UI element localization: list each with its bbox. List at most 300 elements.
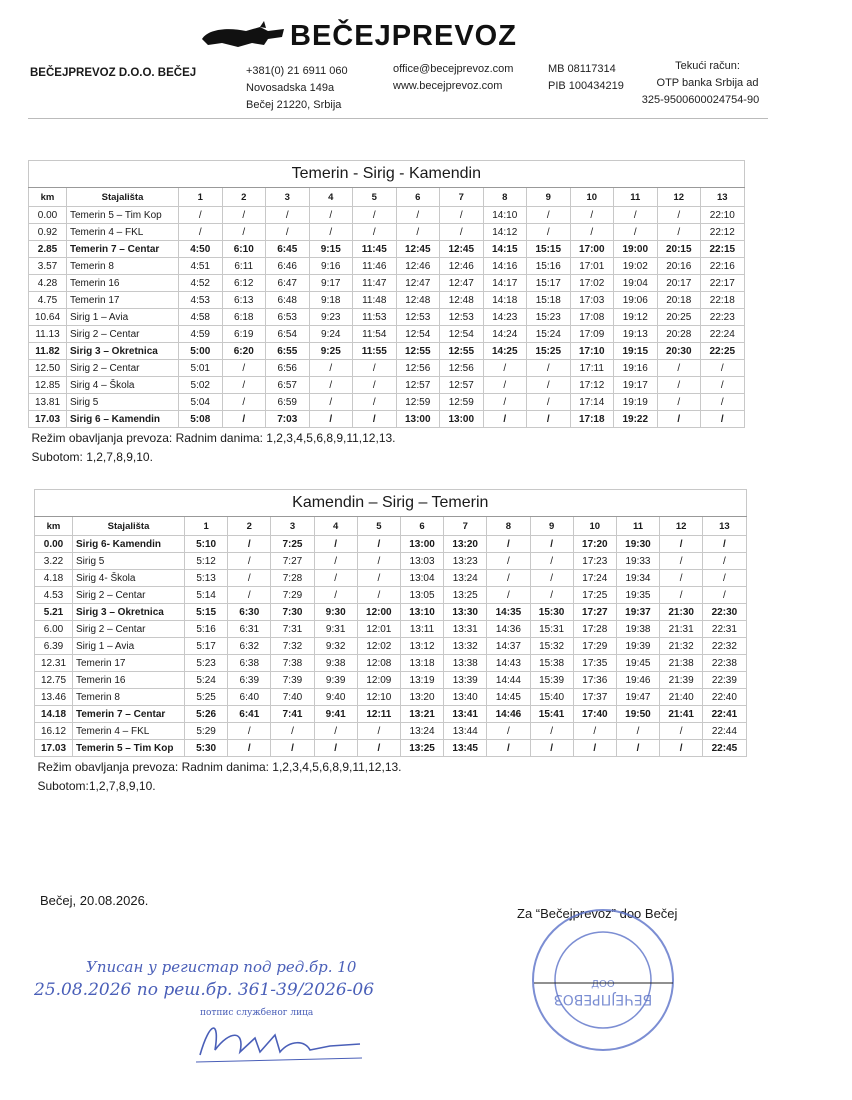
km-cell: 5.21 [35,604,73,621]
brand-name: BEČEJPREVOZ [290,19,517,52]
time-cell: / [657,377,701,394]
time-cell: / [179,224,223,241]
time-cell: 21:31 [660,621,703,638]
km-cell: 13.81 [29,394,67,411]
time-cell: / [703,570,746,587]
time-cell: 9:15 [309,241,353,258]
time-cell: / [527,377,571,394]
time-cell: 19:30 [616,536,659,553]
time-cell: 6:31 [228,621,271,638]
time-cell: / [314,536,357,553]
time-cell: / [222,207,266,224]
time-cell: 14:44 [487,672,530,689]
place-date: Bečej, 20.08.2026. [40,893,149,908]
time-cell: / [527,411,571,428]
timetable-kamendin-temerin [34,489,747,795]
time-cell: 19:12 [614,309,658,326]
time-cell: 22:23 [701,309,745,326]
time-cell: / [353,224,397,241]
km-cell: 17.03 [35,740,73,757]
time-cell: 6:47 [266,275,310,292]
schedule-note: Subotom:1,2,7,8,9,10. [37,778,156,793]
time-cell: 4:58 [179,309,223,326]
km-cell: 12.31 [35,655,73,672]
time-cell: 13:40 [444,689,487,706]
time-cell: 21:38 [660,655,703,672]
km-cell: 4.18 [35,570,73,587]
time-cell: / [309,394,353,411]
stop-cell: Sirig 5 [73,553,185,570]
time-cell: / [660,570,703,587]
table-row [35,706,747,723]
stop-cell: Sirig 4 – Škola [67,377,179,394]
brand-logo [198,18,578,54]
timetable-title: Temerin - Sirig - Kamendin [29,161,745,188]
time-cell: 6:30 [228,604,271,621]
time-cell: 17:20 [573,536,616,553]
stop-cell: Sirig 2 – Centar [67,326,179,343]
time-cell: 19:37 [616,604,659,621]
time-cell: 7:27 [271,553,314,570]
km-cell: 6.00 [35,621,73,638]
stop-cell: Sirig 6- Kamendin [73,536,185,553]
time-cell: 19:13 [614,326,658,343]
time-cell: / [228,723,271,740]
stop-cell: Sirig 6 – Kamendin [67,411,179,428]
km-cell: 0.92 [29,224,67,241]
time-cell: 13:23 [444,553,487,570]
time-cell: 6:20 [222,343,266,360]
time-cell: / [660,587,703,604]
bank-account: 325-9500600024754-90 [641,94,760,106]
time-cell: / [314,587,357,604]
time-cell: 20:18 [657,292,701,309]
time-cell: / [271,740,314,757]
time-cell: 17:27 [573,604,616,621]
time-cell: 15:41 [530,706,573,723]
time-cell: 14:37 [487,638,530,655]
km-cell: 11.13 [29,326,67,343]
register-stamp-line2: 25.08.2026 по реш.бр. 361-39/2026-06 [34,980,375,1000]
time-cell: 6:54 [266,326,310,343]
time-cell: 22:32 [703,638,746,655]
time-cell: 12:46 [396,258,440,275]
km-cell: 4.53 [35,587,73,604]
time-cell: / [616,740,659,757]
time-cell: 5:02 [179,377,223,394]
time-cell: / [487,570,530,587]
time-cell: / [266,207,310,224]
time-cell: 15:32 [530,638,573,655]
time-cell: 22:39 [703,672,746,689]
time-cell: / [353,377,397,394]
departure-number-header: 2 [228,517,271,536]
time-cell: 12:56 [396,360,440,377]
time-cell: 22:10 [701,207,745,224]
time-cell: / [530,570,573,587]
time-cell: 14:46 [487,706,530,723]
time-cell: 20:16 [657,258,701,275]
header-divider [28,118,768,119]
time-cell: 7:38 [271,655,314,672]
time-cell: 19:46 [616,672,659,689]
time-cell: 19:19 [614,394,658,411]
time-cell: 14:17 [483,275,527,292]
timetable-title: Kamendin – Sirig – Temerin [35,490,747,517]
time-cell: / [357,740,400,757]
time-cell: / [527,394,571,411]
km-cell: 4.75 [29,292,67,309]
time-cell: 12:53 [396,309,440,326]
time-cell: / [701,360,745,377]
time-cell: 22:18 [701,292,745,309]
time-cell: 13:24 [444,570,487,587]
time-cell: 19:06 [614,292,658,309]
time-cell: / [614,224,658,241]
departure-number-header: 11 [614,188,658,207]
time-cell: 9:38 [314,655,357,672]
time-cell: 7:40 [271,689,314,706]
stop-cell: Temerin 16 [67,275,179,292]
time-cell: 5:16 [185,621,228,638]
departure-number-header: 6 [396,188,440,207]
time-cell: 5:30 [185,740,228,757]
time-cell: 14:25 [483,343,527,360]
time-cell: / [573,723,616,740]
stop-cell: Temerin 4 – FKL [67,224,179,241]
departure-number-header: 10 [573,517,616,536]
departure-number-header: 6 [400,517,443,536]
time-cell: / [701,377,745,394]
time-cell: 7:39 [271,672,314,689]
time-cell: 19:15 [614,343,658,360]
schedule-note: Subotom: 1,2,7,8,9,10. [31,449,153,464]
table-row [29,241,745,258]
time-cell: / [483,411,527,428]
time-cell: 12:45 [440,241,484,258]
time-cell: 20:15 [657,241,701,258]
time-cell: 9:41 [314,706,357,723]
schedule-note: Režim obavljanja prevoza: Radnim danima: 1,2,3,4,5,6,8,9,11,12,13. [37,759,402,774]
time-cell: 11:55 [353,343,397,360]
time-cell: 19:02 [614,258,658,275]
time-cell: 12:46 [440,258,484,275]
time-cell: 19:33 [616,553,659,570]
time-cell: 17:02 [570,275,614,292]
bank-name: OTP banka Srbija ad [656,77,759,89]
stop-cell: Temerin 8 [73,689,185,706]
time-cell: 5:00 [179,343,223,360]
km-header: km [35,517,73,536]
table-row [29,224,745,241]
table-row [29,411,745,428]
time-cell: / [660,723,703,740]
departure-number-header: 4 [309,188,353,207]
time-cell: / [222,394,266,411]
time-cell: 13:03 [400,553,443,570]
time-cell: 13:00 [440,411,484,428]
time-cell: / [530,536,573,553]
time-cell: 22:31 [703,621,746,638]
time-cell: 17:03 [570,292,614,309]
time-cell: 5:08 [179,411,223,428]
time-cell: 19:45 [616,655,659,672]
stop-header: Stajališta [73,517,185,536]
stop-cell: Sirig 4- Škola [73,570,185,587]
time-cell: 14:16 [483,258,527,275]
departure-number-header: 7 [444,517,487,536]
time-cell: 13:05 [400,587,443,604]
stop-cell: Temerin 16 [73,672,185,689]
time-cell: 17:40 [573,706,616,723]
time-cell: 22:17 [701,275,745,292]
km-cell: 4.28 [29,275,67,292]
signature-icon [190,1010,370,1065]
departure-number-header: 5 [353,188,397,207]
stop-cell: Temerin 5 – Tim Kop [73,740,185,757]
departure-number-header: 2 [222,188,266,207]
time-cell: 21:40 [660,689,703,706]
time-cell: 5:10 [185,536,228,553]
time-cell: 5:04 [179,394,223,411]
time-cell: / [309,411,353,428]
time-cell: / [314,740,357,757]
time-cell: 20:28 [657,326,701,343]
time-cell: 22:12 [701,224,745,241]
table-row [29,292,745,309]
time-cell: 15:16 [527,258,571,275]
time-cell: 17:01 [570,258,614,275]
time-cell: 22:44 [703,723,746,740]
time-cell: / [222,377,266,394]
time-cell: 4:53 [179,292,223,309]
time-cell: 17:29 [573,638,616,655]
time-cell: 13:31 [444,621,487,638]
time-cell: / [353,411,397,428]
time-cell: / [570,224,614,241]
departure-number-header: 10 [570,188,614,207]
time-cell: 9:31 [314,621,357,638]
signature-caption: потпис службеног лица [200,1008,314,1018]
time-cell: 9:23 [309,309,353,326]
time-cell: 21:39 [660,672,703,689]
time-cell: 19:47 [616,689,659,706]
time-cell: 5:29 [185,723,228,740]
time-cell: / [487,536,530,553]
time-cell: / [222,360,266,377]
time-cell: 11:47 [353,275,397,292]
time-cell: / [228,553,271,570]
time-cell: 15:31 [530,621,573,638]
table-row [35,621,747,638]
time-cell: 7:32 [271,638,314,655]
time-cell: / [222,224,266,241]
time-cell: 9:18 [309,292,353,309]
table-row [29,275,745,292]
time-cell: 14:43 [487,655,530,672]
time-cell: 7:31 [271,621,314,638]
time-cell: 6:12 [222,275,266,292]
time-cell: 5:23 [185,655,228,672]
table-row [29,207,745,224]
stop-cell: Temerin 17 [67,292,179,309]
svg-text:ДОО: ДОО [591,979,615,990]
time-cell: / [309,377,353,394]
time-cell: 7:41 [271,706,314,723]
time-cell: / [353,394,397,411]
time-cell: 14:36 [487,621,530,638]
time-cell: 13:39 [444,672,487,689]
time-cell: 13:38 [444,655,487,672]
register-stamp-line1: Уписан у регистар под ред.бр. 10 [86,958,357,976]
time-cell: 14:45 [487,689,530,706]
time-cell: / [228,536,271,553]
time-cell: 15:40 [530,689,573,706]
stop-cell: Sirig 5 [67,394,179,411]
time-cell: 12:54 [440,326,484,343]
stop-cell: Sirig 1 – Avia [67,309,179,326]
time-cell: 15:30 [530,604,573,621]
time-cell: 20:30 [657,343,701,360]
svg-text:БЕЧЕЈПРЕВОЗ: БЕЧЕЈПРЕВОЗ [553,991,653,1007]
stop-cell: Temerin 17 [73,655,185,672]
time-cell: / [228,587,271,604]
time-cell: 5:01 [179,360,223,377]
time-cell: / [483,377,527,394]
time-cell: / [657,360,701,377]
signoff-text: Za “Bečejprevoz” doo Bečej [517,906,678,921]
time-cell: / [660,740,703,757]
time-cell: 19:34 [616,570,659,587]
schedule-note: Režim obavljanja prevoza: Radnim danima: 1,2,3,4,5,6,8,9,11,12,13. [31,430,396,445]
departure-number-header: 5 [357,517,400,536]
time-cell: 19:39 [616,638,659,655]
time-cell: 17:12 [570,377,614,394]
time-cell: / [179,207,223,224]
time-cell: / [309,207,353,224]
km-cell: 10.64 [29,309,67,326]
table-row [29,309,745,326]
time-cell: 17:09 [570,326,614,343]
time-cell: 12:08 [357,655,400,672]
time-cell: 9:24 [309,326,353,343]
table-row [29,258,745,275]
table-row [29,394,745,411]
bank-label: Tekući račun: [675,60,740,72]
time-cell: 4:59 [179,326,223,343]
time-cell: 19:50 [616,706,659,723]
time-cell: 5:17 [185,638,228,655]
web-block [393,61,513,95]
time-cell: / [309,224,353,241]
time-cell: 17:08 [570,309,614,326]
departure-number-header: 9 [530,517,573,536]
time-cell: / [657,224,701,241]
time-cell: / [487,587,530,604]
time-cell: 22:15 [701,241,745,258]
time-cell: 12:09 [357,672,400,689]
departure-number-header: 4 [314,517,357,536]
time-cell: 6:53 [266,309,310,326]
km-cell: 13.46 [35,689,73,706]
time-cell: / [353,360,397,377]
table-row [35,740,747,757]
time-cell: / [616,723,659,740]
time-cell: 13:19 [400,672,443,689]
table-row [35,570,747,587]
time-cell: 15:25 [527,343,571,360]
time-cell: 19:17 [614,377,658,394]
time-cell: 20:17 [657,275,701,292]
time-cell: 9:16 [309,258,353,275]
departure-number-header: 8 [483,188,527,207]
time-cell: / [487,740,530,757]
time-cell: 15:18 [527,292,571,309]
time-cell: 17:23 [573,553,616,570]
time-cell: / [530,723,573,740]
departure-number-header: 12 [657,188,701,207]
time-cell: / [357,536,400,553]
time-cell: 7:28 [271,570,314,587]
time-cell: 13:25 [444,587,487,604]
time-cell: 12:53 [440,309,484,326]
time-cell: 4:51 [179,258,223,275]
time-cell: / [527,207,571,224]
departure-number-header: 3 [266,188,310,207]
time-cell: 22:45 [703,740,746,757]
departure-number-header: 8 [487,517,530,536]
time-cell: / [396,224,440,241]
time-cell: / [573,740,616,757]
time-cell: / [487,723,530,740]
table-row [35,723,747,740]
time-cell: 17:10 [570,343,614,360]
time-cell: / [657,394,701,411]
time-cell: / [530,553,573,570]
table-row [35,587,747,604]
stop-cell: Sirig 2 – Centar [73,621,185,638]
company-seal-icon [528,905,678,1055]
time-cell: 14:35 [487,604,530,621]
time-cell: 9:40 [314,689,357,706]
table-row [29,343,745,360]
departure-number-header: 1 [179,188,223,207]
time-cell: / [314,570,357,587]
time-cell: / [357,723,400,740]
time-cell: / [314,723,357,740]
time-cell: 12:59 [396,394,440,411]
time-cell: / [530,740,573,757]
time-cell: 13:18 [400,655,443,672]
time-cell: 14:24 [483,326,527,343]
time-cell: 6:19 [222,326,266,343]
stop-cell: Sirig 2 – Centar [67,360,179,377]
time-cell: 13:04 [400,570,443,587]
time-cell: 13:21 [400,706,443,723]
city-text: Bečej 21220, Srbija [246,99,342,111]
time-cell: 14:23 [483,309,527,326]
time-cell: 11:48 [353,292,397,309]
address-block [246,63,348,114]
table-row [35,689,747,706]
time-cell: 19:16 [614,360,658,377]
time-cell: 9:17 [309,275,353,292]
time-cell: 22:38 [703,655,746,672]
time-cell: 5:24 [185,672,228,689]
time-cell: 19:22 [614,411,658,428]
time-cell: 13:44 [444,723,487,740]
table-row [35,604,747,621]
